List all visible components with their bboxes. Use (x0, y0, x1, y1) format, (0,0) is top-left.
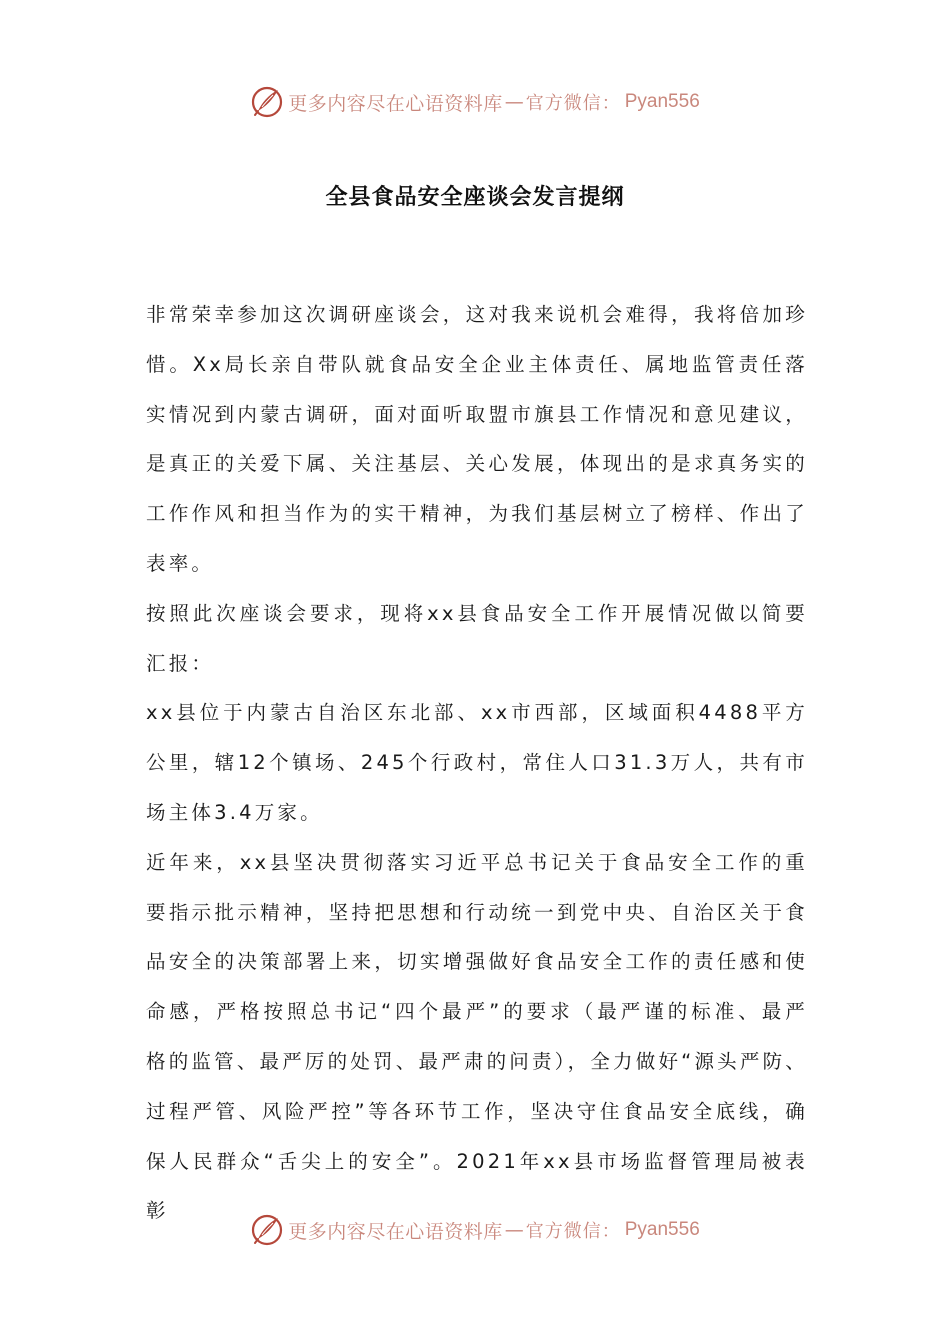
watermark-dash: — (504, 1219, 524, 1241)
quill-pen-logo-icon (250, 85, 284, 119)
document-title: 全县食品安全座谈会发言提纲 (325, 184, 625, 210)
paragraph: 非常荣幸参加这次调研座谈会，这对我来说机会难得，我将倍加珍惜。Xx局长亲自带队就食品安全企业主体责任、属地监管责任落实情况到内蒙古调研，面对面听取盟市旗县工作情况和意见建议，是真正的关爱下属、关注基层、关心发展，体现出的是求真务实的工作作风和担当作为的实干精神，为我们基层树立了榜样、作出了表率。 (146, 303, 808, 575)
watermark-dash: — (504, 91, 524, 113)
footer-watermark (0, 1210, 950, 1250)
paragraph: xx县位于内蒙古自治区东北部、xx市西部，区域面积4488平方公里，辖12个镇场、245个行政村，常住人口31.3万人，共有市场主体3.4万家。 (146, 701, 808, 824)
watermark-text: 更多内容尽在心语资料库 (288, 1220, 503, 1243)
paragraph: 近年来，xx县坚决贯彻落实习近平总书记关于食品安全工作的重要指示批示精神，坚持把思想和行动统一到党中央、自治区关于食品安全的决策部署上来，切实增强做好食品安全工作的责任感和使命感，严格按照总书记“四个最严”的要求（最严谨的标准、最严格的监管、最严厉的处罚、最严肃的问责），全力做好“源头严防、过程严管、风险严控”等各环节工作，坚决守住食品安全底线，确保人民群众“舌尖上的安全”。2021年xx县市场监督管理局被表彰 (146, 850, 808, 1223)
watermark-wechat-id: Pyan556 (624, 91, 700, 112)
document-body (146, 290, 808, 1236)
watermark-wechat-label: 官方微信： (525, 93, 621, 114)
quill-pen-logo-icon (250, 1213, 284, 1247)
paragraph: 按照此次座谈会要求，现将xx县食品安全工作开展情况做以简要汇报： (146, 601, 808, 675)
watermark-wechat-id: Pyan556 (624, 1219, 700, 1240)
header-watermark (0, 82, 950, 122)
watermark-text: 更多内容尽在心语资料库 (288, 92, 503, 115)
watermark-wechat-label: 官方微信： (525, 1221, 621, 1242)
